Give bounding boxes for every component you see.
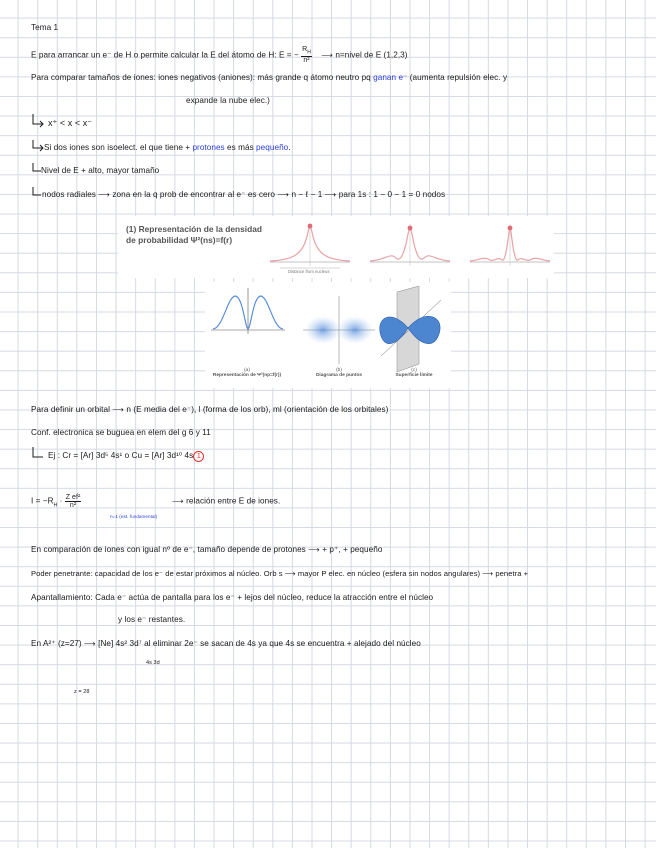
figure-label-c: (c) Superficie límite xyxy=(395,368,433,378)
indent-arrow-icon xyxy=(31,139,45,153)
figure-caption: (1) Representación de la densidad de probabilidad Ψ²(ns)=f(r) xyxy=(126,224,262,245)
note-ion-size-cont: expande la nube elec.) xyxy=(186,96,270,105)
note-ion-size: Para comparar tamaños de iones: iones negativos (aniones): más grande q átomo neutro pq ganan e⁻ (aumenta repulsión elec. y xyxy=(31,73,508,82)
p-orbital-plots xyxy=(205,282,451,374)
indent-arrow-icon xyxy=(31,446,45,462)
note-orbital-definition: Para definir un orbital ⟶ n (E media del e⁻), l (forma de los orb), ml (orientación de los orbitales) xyxy=(31,405,389,414)
highlight-protones: protones xyxy=(192,143,225,152)
indent-arrow-icon xyxy=(31,113,45,129)
fraction-zef-n2: $\frac{\text{Z ef²}}{\text{n²}}$ xyxy=(65,494,81,509)
note-ground-state: n=1 (est. fundamental) xyxy=(110,514,158,519)
highlight-ganan: ganan e⁻ xyxy=(373,73,408,82)
note-text: E para arrancar un e⁻ de H o permite calcular la E del átomo de H: E = − xyxy=(31,50,299,60)
note-ion-a2: En A²⁺ (z=27) ⟶ [Ne] 4s² 3d⁷ al eliminar 2e⁻ se sacan de 4s ya que 4s se encuentra + alejado del núcleo xyxy=(31,639,421,648)
note-energy-level: Nivel de E + alto, mayor tamaño xyxy=(41,166,160,175)
highlight-pequeno: pequeño xyxy=(256,143,289,152)
axis-label: Distance from nucleus xyxy=(288,269,330,274)
figure-p-orbital xyxy=(205,282,451,388)
note-electron-config: Conf. electronica se buguea en elem del g 6 y 11 xyxy=(31,428,211,437)
figure-label-b: (b) Diagrama de puntos xyxy=(315,368,363,378)
note-size-order: x⁺ < x < x⁻ xyxy=(48,118,93,128)
note-orbital-sketch: 4s 3d xyxy=(146,660,160,666)
note-example-config: Ej : Cr = [Ar] 3d⁵ 4s¹ o Cu = [Ar] 3d¹⁰ 4s 1 xyxy=(48,450,204,462)
note-radial-nodes: nodos radiales ⟶ zona en la q prob de encontrar al e⁻ es cero ⟶ n − ℓ − 1 ⟶ para 1s : 1 − 0 − 1 = 0 nodos xyxy=(42,190,446,199)
fraction-rh-n2: $\frac{R_H}{\text{n²}}$ xyxy=(302,46,311,65)
note-z-value: z = 28 xyxy=(74,689,90,695)
page-title: Tema 1 xyxy=(31,23,59,32)
note-shielding: Apantallamiento: Cada e⁻ actúa de pantalla para los e⁻ + lejos del núcleo, reduce la atracción entre el núcleo xyxy=(31,593,434,602)
note-iso-electron-compare: En comparación de iones con igual nº de e⁻, tamaño depende de protones ⟶ + p⁺, + pequeño xyxy=(31,545,383,554)
note-ionization-formula: $I = -R_H$ · $\frac{\text{Z ef²}}{\text{n²}}$ ⟶ relación entre E de iones. xyxy=(31,494,281,509)
note-isoelectronic: Si dos iones son isoelect. el que tiene + protones es más pequeño. xyxy=(44,143,291,152)
density-plots xyxy=(266,218,552,276)
circled-number: 1 xyxy=(193,451,204,462)
figure-label-a: (a) Representación de Ψ²(np=f(r)) xyxy=(212,368,282,378)
note-text: ⟶ n=nivel de E (1,2,3) xyxy=(321,50,408,60)
figure-probability-density xyxy=(118,216,554,278)
note-shielding-cont: y los e⁻ restantes. xyxy=(118,615,186,624)
note-penetrating-power: Poder penetrante: capacidad de los e⁻ de estar próximos al núcleo. Orb s ⟶ mayor P elec. en núcleo (esfera sin nodos angulares) ⟶ penetra + xyxy=(31,569,529,578)
note-energy-formula xyxy=(31,46,408,64)
